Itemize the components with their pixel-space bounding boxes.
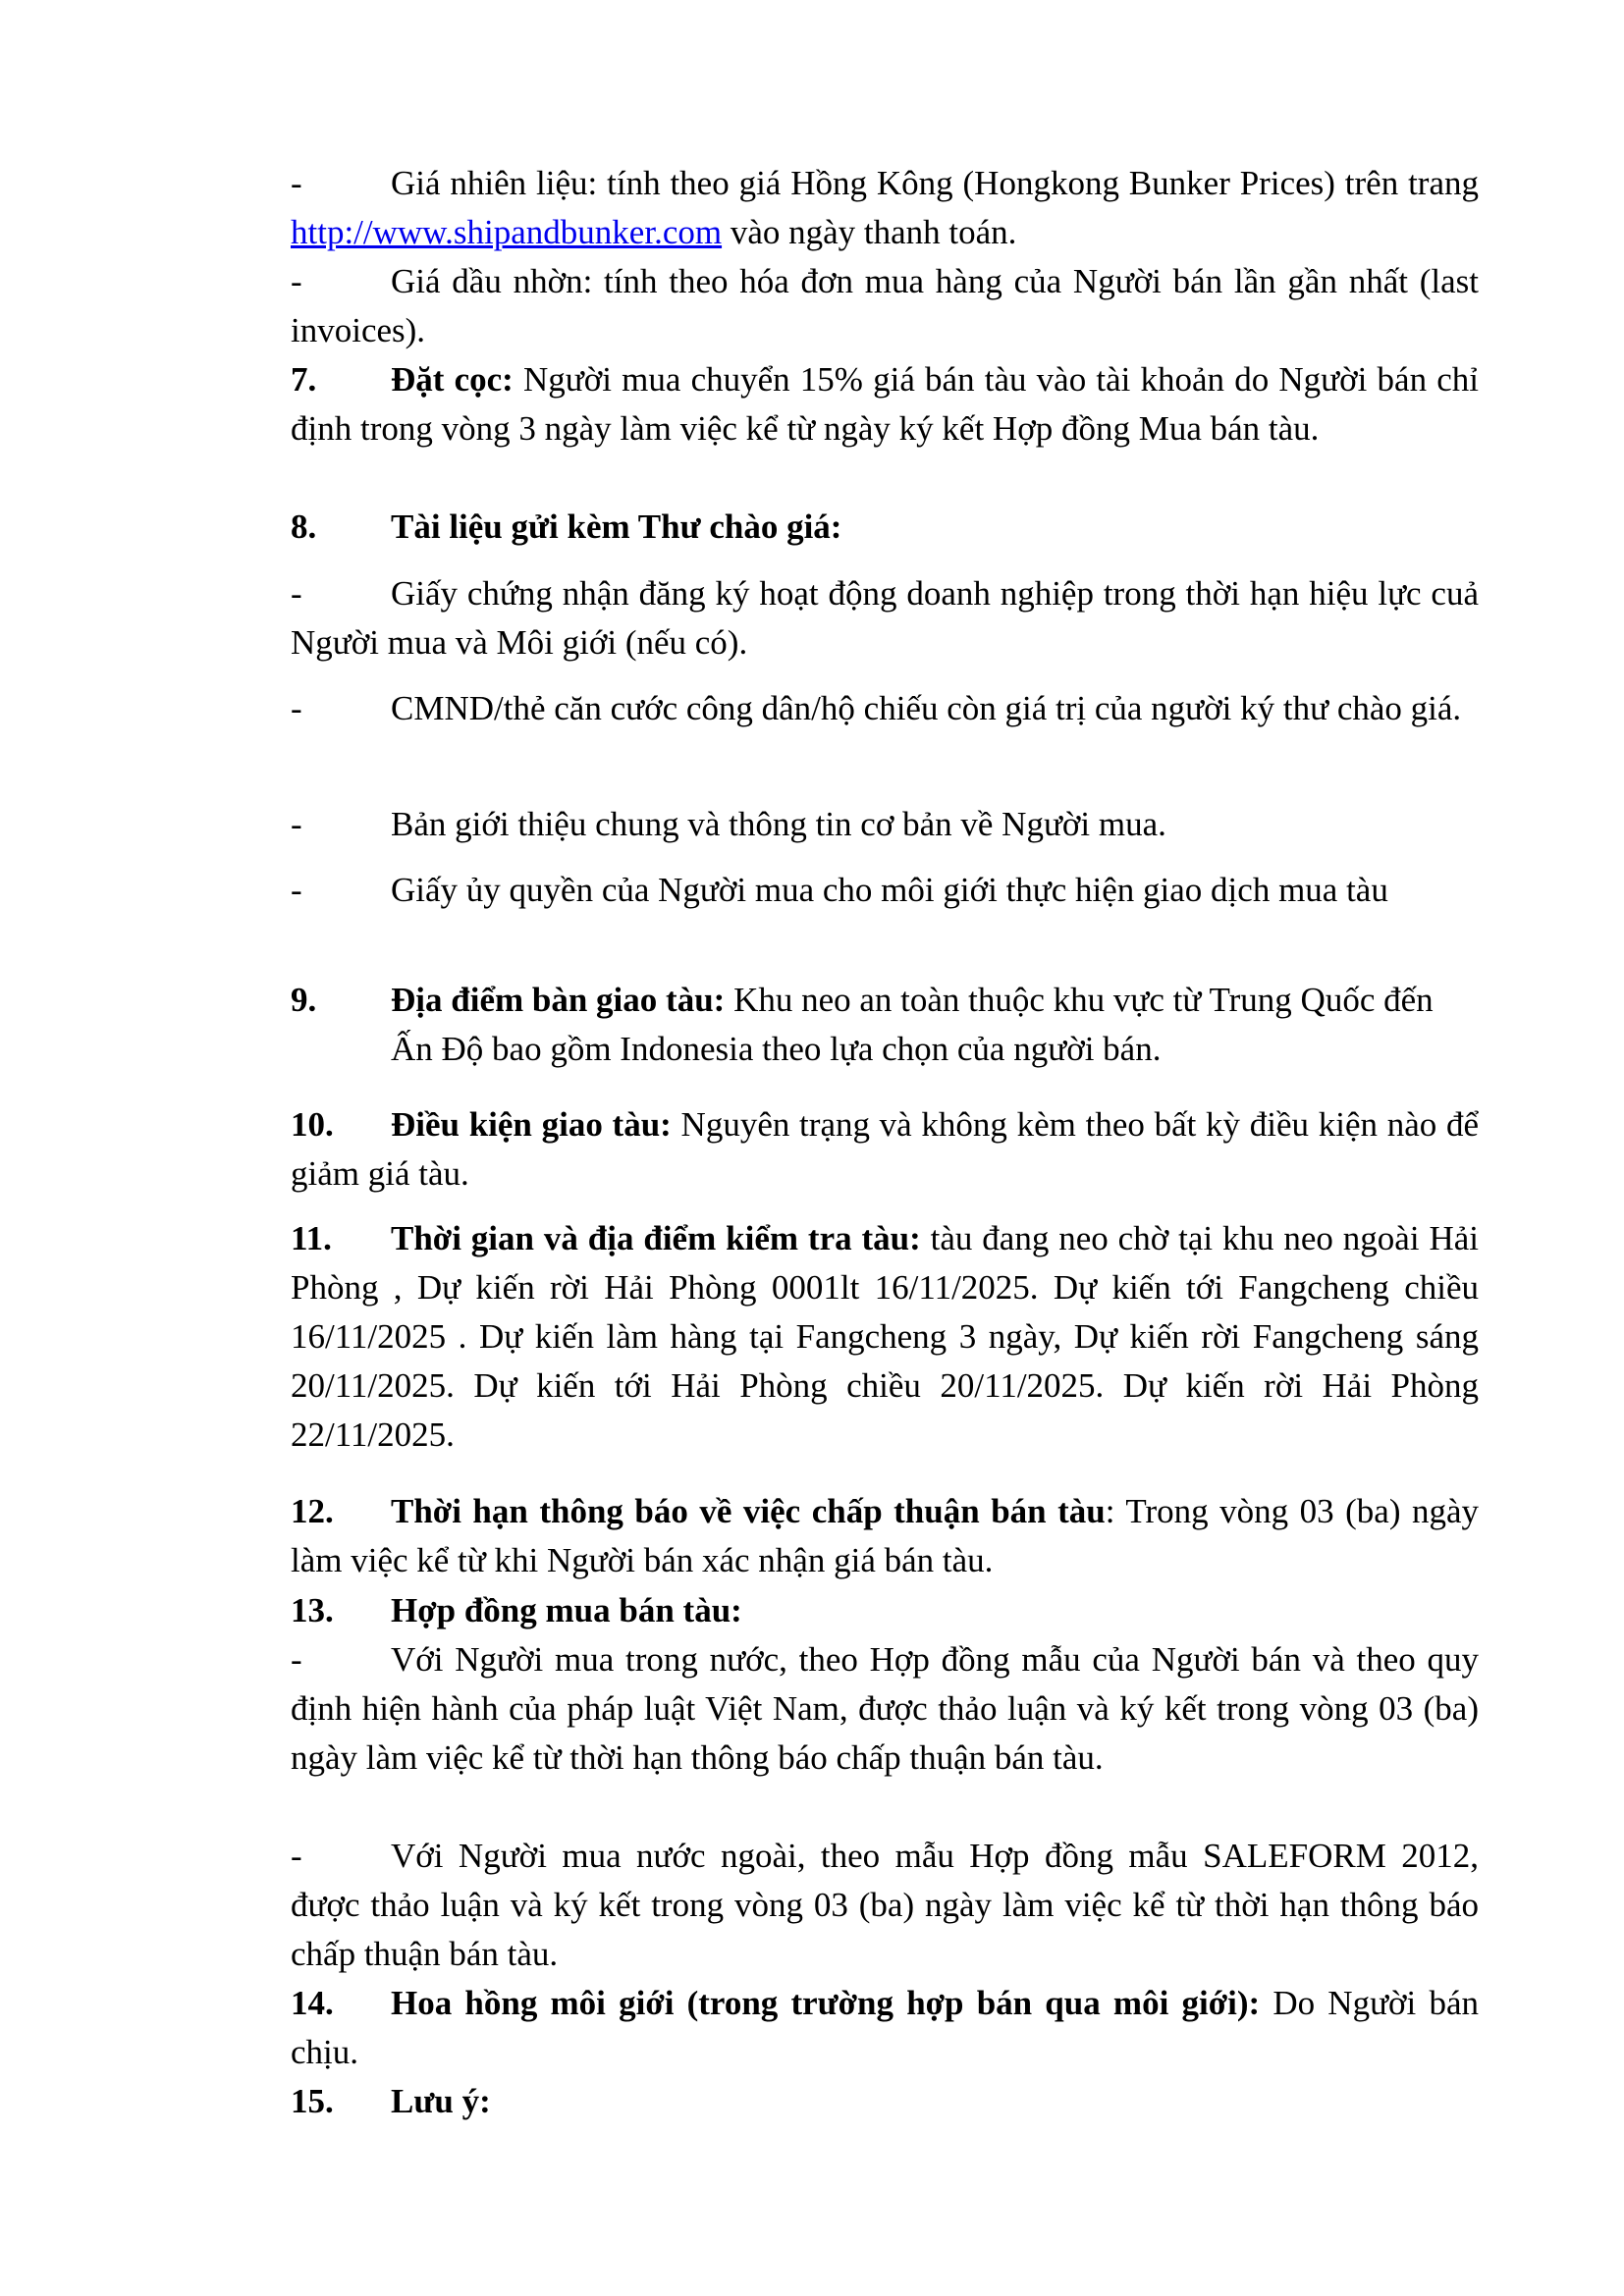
section-10-delivery-condition xyxy=(291,1100,1479,1199)
section-title: Địa điểm bàn giao tàu: xyxy=(391,981,726,1019)
section-number: 14. xyxy=(291,1984,334,2022)
section-7-deposit xyxy=(291,355,1479,454)
bullet-dash: - xyxy=(291,871,302,909)
section-number: 12. xyxy=(291,1492,334,1530)
domestic-buyer-bullet xyxy=(291,1635,1479,1783)
lube-oil-bullet xyxy=(291,257,1479,355)
bullet-dash: - xyxy=(291,574,302,613)
bullet-text: Giấy chứng nhận đăng ký hoạt động doanh nghiệp trong thời hạn hiệu lực cuả Người mua và Môi giới (nếu có). xyxy=(291,574,1479,662)
section-text: Do Người bán chịu. xyxy=(291,1984,1479,2071)
section-11-inspection xyxy=(291,1214,1479,1460)
section-title: Tài liệu gửi kèm Thư chào giá: xyxy=(391,507,842,546)
section-number: 9. xyxy=(291,981,317,1019)
section-number: 7. xyxy=(291,360,317,399)
bullet-dash: - xyxy=(291,689,302,727)
bullet-text: Giá dầu nhờn: tính theo hóa đơn mua hàng của Người bán lần gần nhất (last invoices). xyxy=(291,262,1479,349)
section-number: 13. xyxy=(291,1591,334,1629)
section-title: Điều kiện giao tàu: xyxy=(391,1105,672,1144)
section-number: 15. xyxy=(291,2082,334,2120)
bullet-text: Giá nhiên liệu: tính theo giá Hồng Kông (Hongkong Bunker Prices) trên trang xyxy=(391,164,1479,202)
bullet-text: Với Người mua trong nước, theo Hợp đồng mẫu của Người bán và theo quy định hiện hành của pháp luật Việt Nam, được thảo luận và ký kết trong vòng 03 (ba) ngày làm việc kể từ thời hạn thông báo chấp thuận bán tàu. xyxy=(291,1640,1479,1777)
shipandbunker-link[interactable]: http://www.shipandbunker.com xyxy=(291,213,723,251)
section-text: Nguyên trạng và không kèm theo bất kỳ điều kiện nào để giảm giá tàu. xyxy=(291,1105,1479,1193)
section-13-contract xyxy=(291,1586,1479,1635)
foreign-buyer-bullet xyxy=(291,1832,1479,1979)
bullet-text: Với Người mua nước ngoài, theo mẫu Hợp đồng mẫu SALEFORM 2012, được thảo luận và ký kết trong vòng 03 (ba) ngày làm việc kể từ thời hạn thông báo chấp thuận bán tàu. xyxy=(291,1837,1479,1973)
section-title: Lưu ý: xyxy=(391,2082,491,2120)
section-14-commission xyxy=(291,1979,1479,2077)
bullet-text-end: vào ngày thanh toán. xyxy=(722,213,1017,251)
section-title: Hợp đồng mua bán tàu: xyxy=(391,1591,742,1629)
bullet-text: Giấy ủy quyền của Người mua cho môi giới thực hiện giao dịch mua tàu xyxy=(391,871,1388,909)
section-text: tàu đang neo chờ tại khu neo ngoài Hải Phòng , Dự kiến rời Hải Phòng 0001lt 16/11/2025. Dự kiến tới Fangcheng chiều 16/11/2025 . Dự kiến làm hàng tại Fangcheng 3 ngày, Dự kiến rời Fangcheng sáng 20/11/2025. Dự kiến tới Hải Phòng chiều 20/11/2025. Dự kiến rời Hải Phòng 22/11/2025. xyxy=(291,1219,1479,1454)
section-title: Thời gian và địa điểm kiểm tra tàu: xyxy=(391,1219,921,1257)
section-text: Khu neo an toàn thuộc khu vực từ Trung Quốc đến Ấn Độ bao gồm Indonesia theo lựa chọn của người bán. xyxy=(391,981,1434,1068)
fuel-price-bullet xyxy=(291,159,1479,257)
bullet-dash: - xyxy=(291,1837,302,1875)
business-registration-bullet xyxy=(291,569,1479,667)
bullet-text: CMND/thẻ căn cước công dân/hộ chiếu còn giá trị của người ký thư chào giá. xyxy=(391,689,1462,727)
power-of-attorney-bullet xyxy=(291,866,1479,915)
bullet-text: Bản giới thiệu chung và thông tin cơ bản về Người mua. xyxy=(391,805,1166,843)
section-title: Đặt cọc: xyxy=(391,360,514,399)
bullet-dash: - xyxy=(291,164,302,202)
bullet-dash: - xyxy=(291,262,302,300)
section-9-delivery-place xyxy=(291,976,1479,1074)
section-8-attachments xyxy=(291,503,1479,552)
section-text: : Trong vòng 03 (ba) ngày làm việc kể từ khi Người bán xác nhận giá bán tàu. xyxy=(291,1492,1479,1579)
section-title: Thời hạn thông báo về việc chấp thuận bán tàu xyxy=(391,1492,1106,1530)
section-title: Hoa hồng môi giới (trong trường hợp bán qua môi giới): xyxy=(391,1984,1261,2022)
buyer-intro-bullet xyxy=(291,800,1479,849)
id-card-bullet xyxy=(291,684,1479,733)
section-number: 10. xyxy=(291,1105,334,1144)
bullet-dash: - xyxy=(291,805,302,843)
section-number: 11. xyxy=(291,1219,332,1257)
bullet-dash: - xyxy=(291,1640,302,1679)
section-number: 8. xyxy=(291,507,317,546)
section-12-notice-period xyxy=(291,1487,1479,1585)
section-15-note xyxy=(291,2077,1479,2126)
section-text: Người mua chuyển 15% giá bán tàu vào tài khoản do Người bán chỉ định trong vòng 3 ngày làm việc kể từ ngày ký kết Hợp đồng Mua bán tàu. xyxy=(291,360,1479,448)
